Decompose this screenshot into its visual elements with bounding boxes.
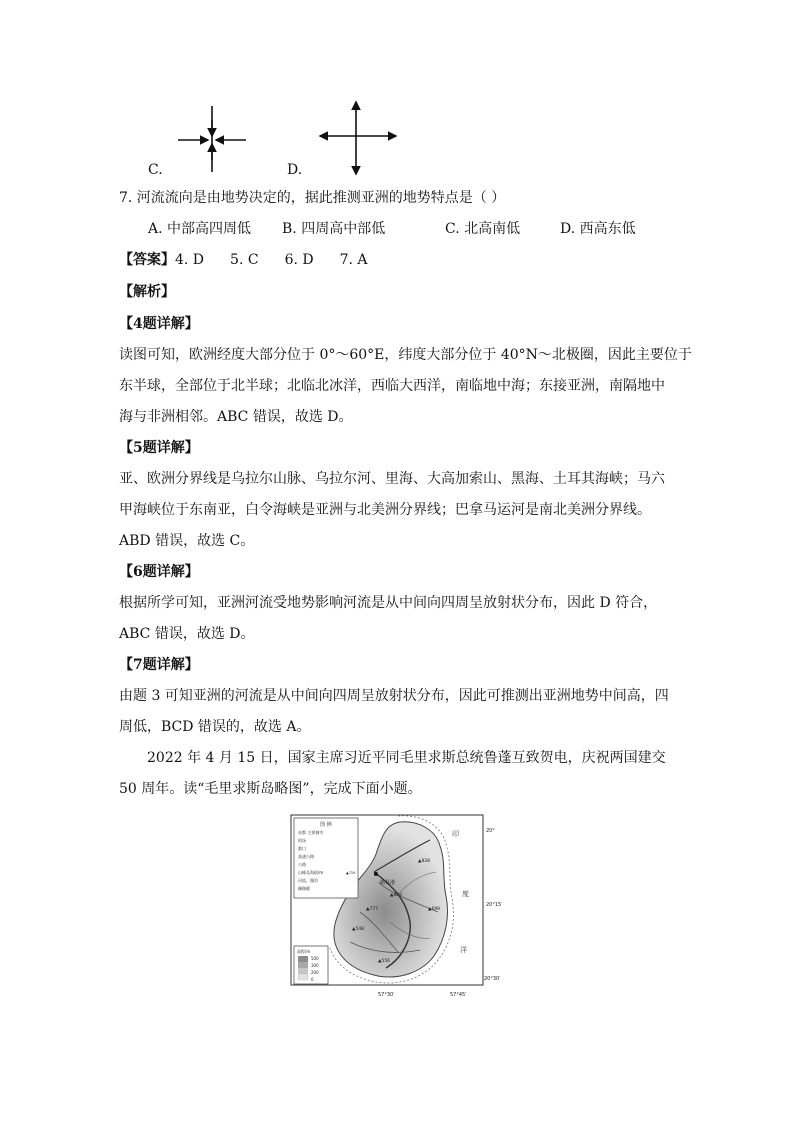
map-sea-label: 洋 — [460, 946, 467, 954]
map-peak-legend: ▲719 — [346, 871, 356, 875]
option-d-arrow-figure — [312, 96, 404, 180]
map-legend-item: 珊瑚礁 — [298, 886, 310, 891]
mauritius-map — [290, 812, 510, 998]
q7-line: 周低，BCD 错误的，故选 A。 — [119, 719, 311, 735]
question-7-stem: 7. 河流流向是由地势决定的，据此推测亚洲的地势特点是（ ） — [119, 190, 506, 206]
option-c-label: C. — [148, 162, 163, 178]
map-longitude-label: 57°45′ — [450, 992, 467, 998]
q6-line: 根据所学可知，亚洲河流受地势影响河流是从中间向四周呈放射状分布，因此 D 符合， — [119, 595, 658, 611]
map-peak-label: ▲777 — [366, 907, 379, 912]
map-elevation-value: 500 — [311, 956, 319, 961]
map-legend-item: 首都 主要城市 — [298, 830, 324, 835]
map-elevation-value: 0 — [311, 977, 314, 982]
option-d-label: D. — [287, 162, 303, 178]
map-elevation-title: 高程/m — [297, 949, 311, 954]
map-legend-item: 港口 — [298, 846, 306, 851]
map-elevation-value: 200 — [311, 970, 319, 975]
map-latitude-label: 20°30′ — [484, 976, 501, 982]
answer-item: 4. D — [175, 252, 205, 268]
q5-line: 亚、欧洲分界线是乌拉尔山脉、乌拉尔河、里海、大高加索山、黑海、土耳其海峡；马六 — [119, 471, 665, 487]
map-sea-label: 印 — [452, 830, 459, 838]
answer-item: 6. D — [284, 252, 314, 268]
map-legend-item: 高速公路 — [298, 854, 314, 859]
map-legend-item: 机场 — [298, 838, 306, 843]
map-peak-label: ▲828 — [390, 893, 403, 898]
question-7-option-b: B. 四周高中部低 — [282, 221, 386, 237]
map-peak-label: ▲556 — [378, 959, 391, 964]
answer-line — [119, 249, 368, 269]
map-legend-item: 山峰及海拔/m — [298, 870, 324, 875]
map-peak-label: ▲828 — [418, 859, 431, 864]
q6-line: ABC 错误，故选 D。 — [119, 626, 255, 642]
question-7-option-c: C. 北高南低 — [445, 221, 521, 237]
q7-title: 【7题详解】 — [119, 657, 199, 673]
q5-line: 甲海峡位于东南亚，白令海峡是亚洲与北美洲分界线；巴拿马运河是南北美洲分界线。 — [119, 502, 651, 518]
map-latitude-label: 20° — [486, 828, 495, 834]
q4-line: 东半球，全部位于北半球；北临北冰洋，西临大西洋，南临地中海；东接亚洲，南隔地中 — [119, 378, 665, 394]
question-7-option-a: A. 中部高四周低 — [148, 221, 252, 237]
intro-line: 2022 年 4 月 15 日，国家主席习近平同毛里求斯总统鲁蓬互致贺电，庆祝两国建交 — [147, 750, 666, 766]
q4-line: 读图可知，欧洲经度大部分位于 0°～60°E，纬度大部分位于 40°N～北极圈，因此主要位于 — [119, 347, 692, 363]
answer-item: 5. C — [230, 252, 259, 268]
intro-line: 50 周年。读“毛里求斯岛略图”，完成下面小题。 — [119, 781, 422, 797]
question-7-option-d: D. 西高东低 — [560, 221, 636, 237]
map-city-label: 路易港 — [380, 880, 396, 886]
map-legend-item: 公路 — [298, 862, 306, 867]
map-sea-label: 度 — [462, 890, 469, 898]
q4-line: 海与非洲相邻。ABC 错误，故选 D。 — [119, 409, 353, 425]
q5-title: 【5题详解】 — [119, 440, 199, 456]
map-peak-label: ▲699 — [428, 907, 441, 912]
option-c-arrow-figure — [170, 100, 260, 180]
map-longitude-label: 57°30′ — [378, 992, 395, 998]
answer-item: 7. A — [339, 252, 368, 268]
map-latitude-label: 20°15′ — [486, 902, 503, 908]
map-legend-title: 图 例 — [320, 822, 332, 828]
map-legend-item: 河流、湖泊 — [298, 878, 318, 883]
q7-line: 由题 3 可知亚洲的河流是从中间向四周呈放射状分布，因此可推测出亚洲地势中间高，四 — [119, 688, 669, 704]
q6-title: 【6题详解】 — [119, 564, 199, 580]
map-elevation-value: 300 — [311, 963, 319, 968]
q5-line: ABD 错误，故选 C。 — [119, 533, 255, 549]
analysis-label: 【解析】 — [119, 284, 175, 300]
answer-label: 【答案】 — [119, 252, 175, 268]
map-peak-label: ▲548 — [352, 927, 365, 932]
q4-title: 【4题详解】 — [119, 316, 199, 332]
capital-marker — [374, 872, 378, 876]
